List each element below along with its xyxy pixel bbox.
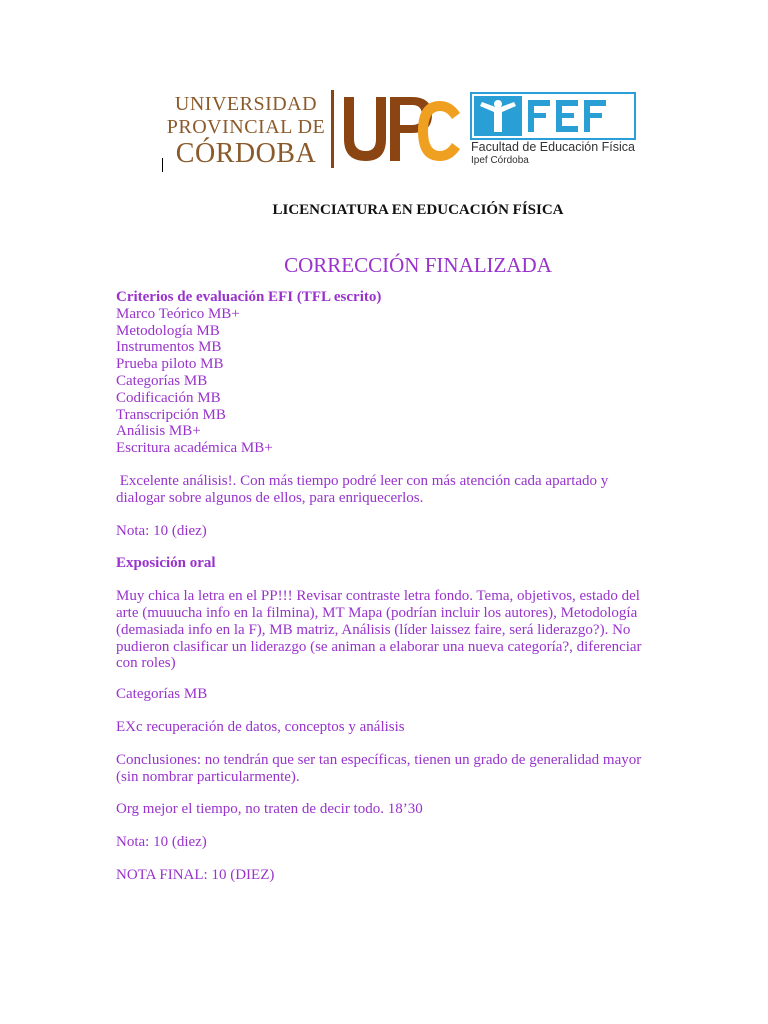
upc-logo-text <box>166 94 326 168</box>
upc-logo-line1: UNIVERSIDAD <box>174 93 318 115</box>
final-grade: NOTA FINAL: 10 (DIEZ) <box>116 866 275 883</box>
document-title: CORRECCIÓN FINALIZADA <box>284 253 552 277</box>
criterion-item: Escritura académica MB+ <box>116 440 273 457</box>
criterion-item: Metodología MB <box>116 322 220 339</box>
spacer <box>116 818 676 834</box>
program-title <box>0 202 768 219</box>
oral-heading: Exposición oral <box>116 555 216 572</box>
spacer <box>116 572 676 588</box>
fef-logo <box>470 92 636 140</box>
program-title-text: LICENCIATURA EN EDUCACIÓN FÍSICA <box>272 202 564 218</box>
spacer <box>116 457 676 473</box>
written-comment-line: dialogar sobre algunos de ellos, para enriquecerlos. <box>116 489 424 506</box>
spacer <box>116 851 676 867</box>
upc-logo-line3: CÓRDOBA <box>175 138 317 169</box>
written-grade: Nota: 10 (diez) <box>116 522 207 539</box>
oral-categories: Categorías MB <box>116 686 208 703</box>
spacer <box>116 703 676 719</box>
spacer <box>116 785 676 801</box>
oral-conclusions-line: Conclusiones: no tendrán que ser tan específicas, tienen un grado de generalidad mayor <box>116 751 642 768</box>
criterion-item: Marco Teórico MB+ <box>116 305 240 322</box>
spacer <box>116 736 676 752</box>
upc-monogram-logo <box>340 95 464 165</box>
criterion-item: Codificación MB <box>116 389 221 406</box>
spacer <box>116 507 676 523</box>
oral-grade: Nota: 10 (diez) <box>116 834 207 851</box>
oral-exc: EXc recuperación de datos, conceptos y análisis <box>116 718 405 735</box>
spacer <box>116 539 676 555</box>
spacer <box>116 672 676 686</box>
text-cursor <box>162 158 163 172</box>
criterion-item: Análisis MB+ <box>116 423 201 440</box>
evaluation-content <box>116 289 676 884</box>
criterion-item: Prueba piloto MB <box>116 356 224 373</box>
logo-divider <box>331 90 334 168</box>
oral-paragraph-line: arte (muuucha info en la filmina), MT Mapa (podrían incluir los autores), Metodología <box>116 604 638 621</box>
fef-caption-ipef: Ipef Córdoba <box>471 155 529 166</box>
oral-paragraph-line: Muy chica la letra en el PP!!! Revisar contraste letra fondo. Tema, objetivos, estado del <box>116 588 640 605</box>
oral-conclusions-line: (sin nombrar particularmente). <box>116 768 300 785</box>
written-comment-line: Excelente análisis!. Con más tiempo podré leer con más atención cada apartado y <box>116 472 609 489</box>
upc-logo-line2: PROVINCIAL DE <box>166 116 326 138</box>
oral-paragraph-line: con roles) <box>116 655 176 672</box>
criterion-item: Categorías MB <box>116 372 208 389</box>
oral-time-note: Org mejor el tiempo, no traten de decir todo. 18’30 <box>116 801 423 818</box>
fef-caption-faculty: Facultad de Educación Física <box>471 140 635 154</box>
criterion-item: Transcripción MB <box>116 406 226 423</box>
written-heading: Criterios de evaluación EFI (TFL escrito) <box>116 289 382 305</box>
oral-paragraph-line: pudieron clasificar un liderazgo (se animan a elaborar una nueva categoría?, diferenciar <box>116 638 642 655</box>
oral-paragraph-line: (demasiada info en la F), MB matriz, Análisis (líder laissez faire, será liderazgo?). No <box>116 621 631 638</box>
criterion-item: Instrumentos MB <box>116 339 222 356</box>
